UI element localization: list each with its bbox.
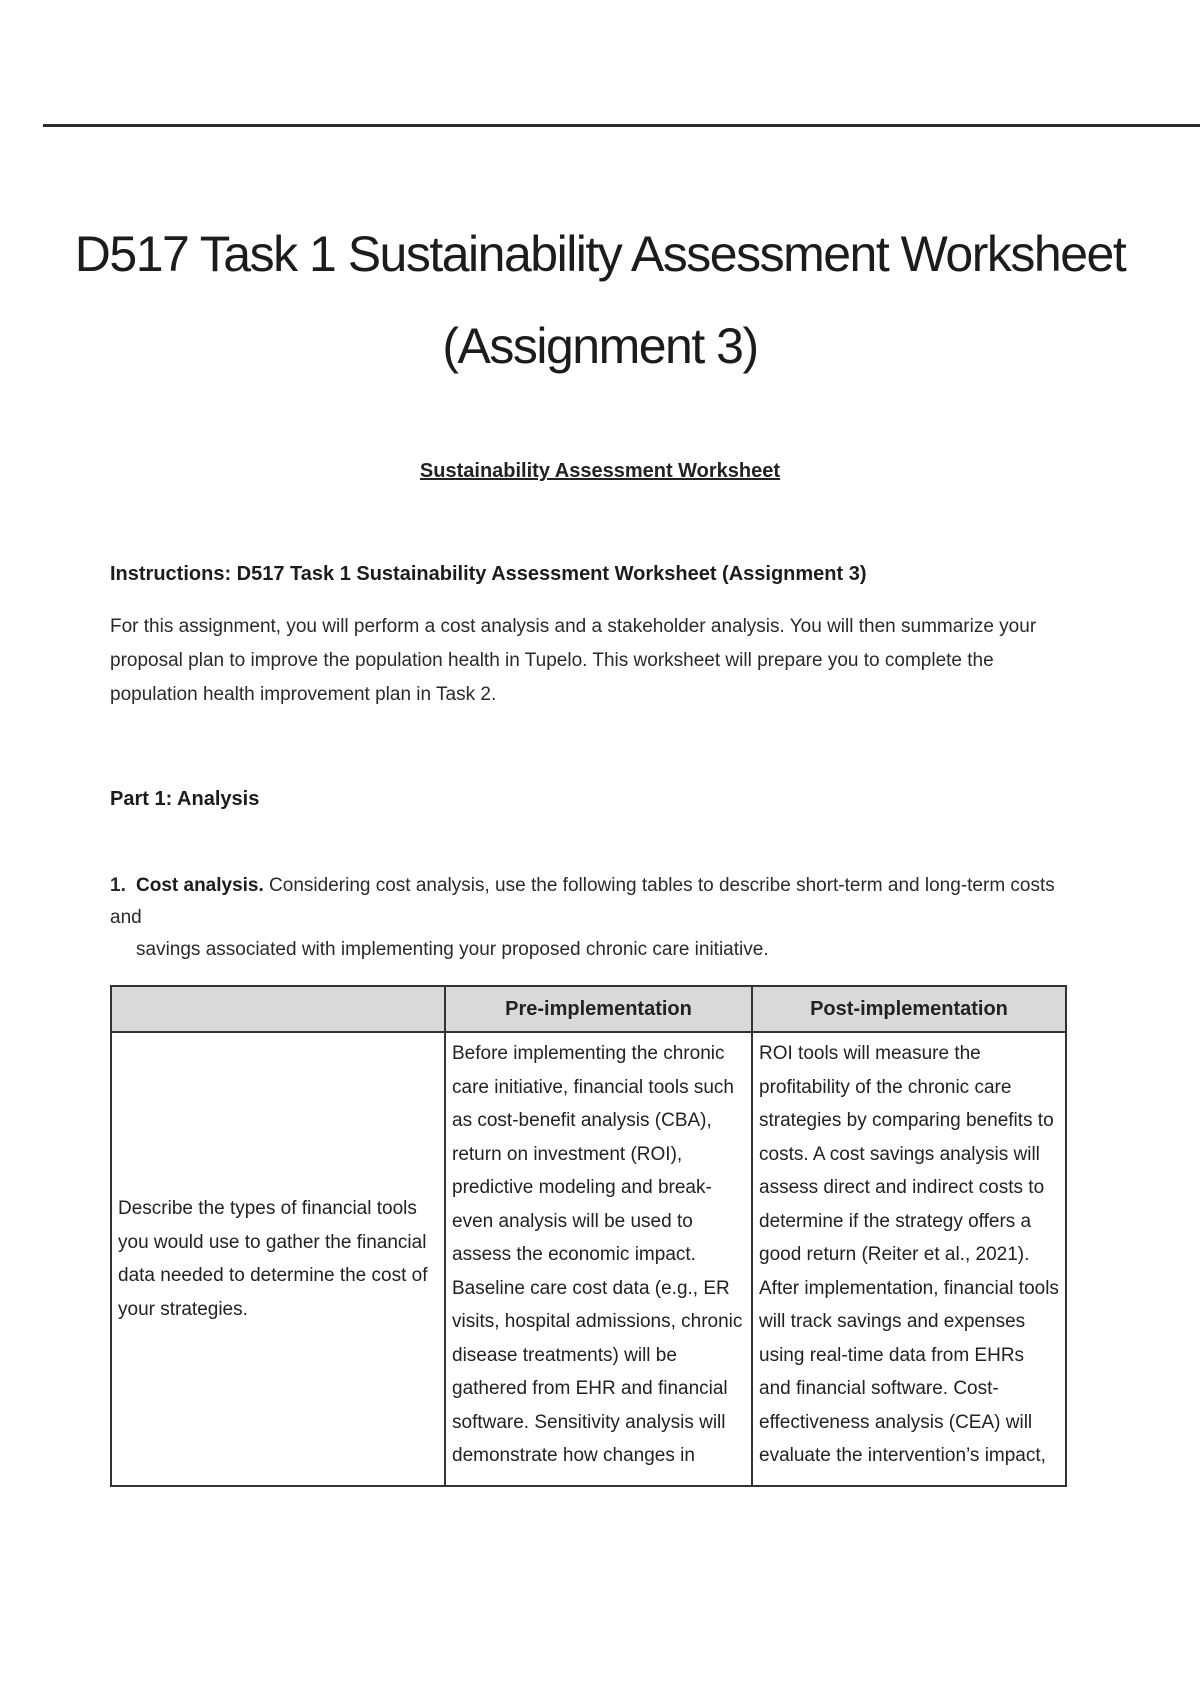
document-title [0,208,1200,392]
table-header-blank [111,986,445,1032]
table-header-row [111,986,1066,1032]
worksheet-subtitle: Sustainability Assessment Worksheet [419,460,781,482]
pre-implementation-cell [445,1032,752,1486]
part-1-heading: Part 1: Analysis [110,788,260,810]
post-implementation-cell [752,1032,1066,1486]
question-1-text: Considering cost analysis, use the following tables to describe short-term and long-term costs and [110,875,1055,928]
row-label-cell [111,1032,445,1486]
table-header-post-implementation: Post-implementation [752,986,1066,1032]
row-label-text: Describe the types of financial tools you would use to gather the financial data needed to determine the cost of your strategies. [118,1198,428,1320]
cost-analysis-table [110,985,1067,1487]
table-header-pre-implementation: Pre-implementation [445,986,752,1032]
post-implementation-text: ROI tools will measure the profitability of the chronic care strategies by comparing benefits to costs. A cost savings analysis will assess direct and indirect costs to determine if the strategy offers a good return (Reiter et al., 2021). After implementation, financial tools will track savings and expenses using real-time data from EHRs and financial software. Cost-effectiveness analysis (CEA) will evaluate the intervention’s impact, [759,1043,1059,1466]
question-1-number: 1. [110,875,126,896]
question-1-continuation: savings associated with implementing your proposed chronic care initiative. [136,939,769,960]
table-row [111,1032,1066,1486]
document-title-line-1: D517 Task 1 Sustainability Assessment Worksheet [74,226,1126,282]
instructions-heading: Instructions: D517 Task 1 Sustainability Assessment Worksheet (Assignment 3) [110,563,867,585]
question-1-lead: Cost analysis. [136,875,264,896]
pre-implementation-text: Before implementing the chronic care initiative, financial tools such as cost-benefit analysis (CBA), return on investment (ROI), predictive modeling and break-even analysis will be used to assess the economic impact. Baseline care cost data (e.g., ER visits, hospital admissions, chronic disease treatments) will be gathered from EHR and financial software. Sensitivity analysis will demonstrate how changes in [452,1043,743,1466]
question-1 [110,870,1070,966]
document-title-line-2: (Assignment 3) [442,318,758,374]
instructions-body: For this assignment, you will perform a cost analysis and a stakeholder analysis. You will then summarize your proposal plan to improve the population health in Tupelo. This worksheet will prepare you to complete the population health improvement plan in Task 2. [110,616,1037,705]
header-rule [43,124,1200,127]
